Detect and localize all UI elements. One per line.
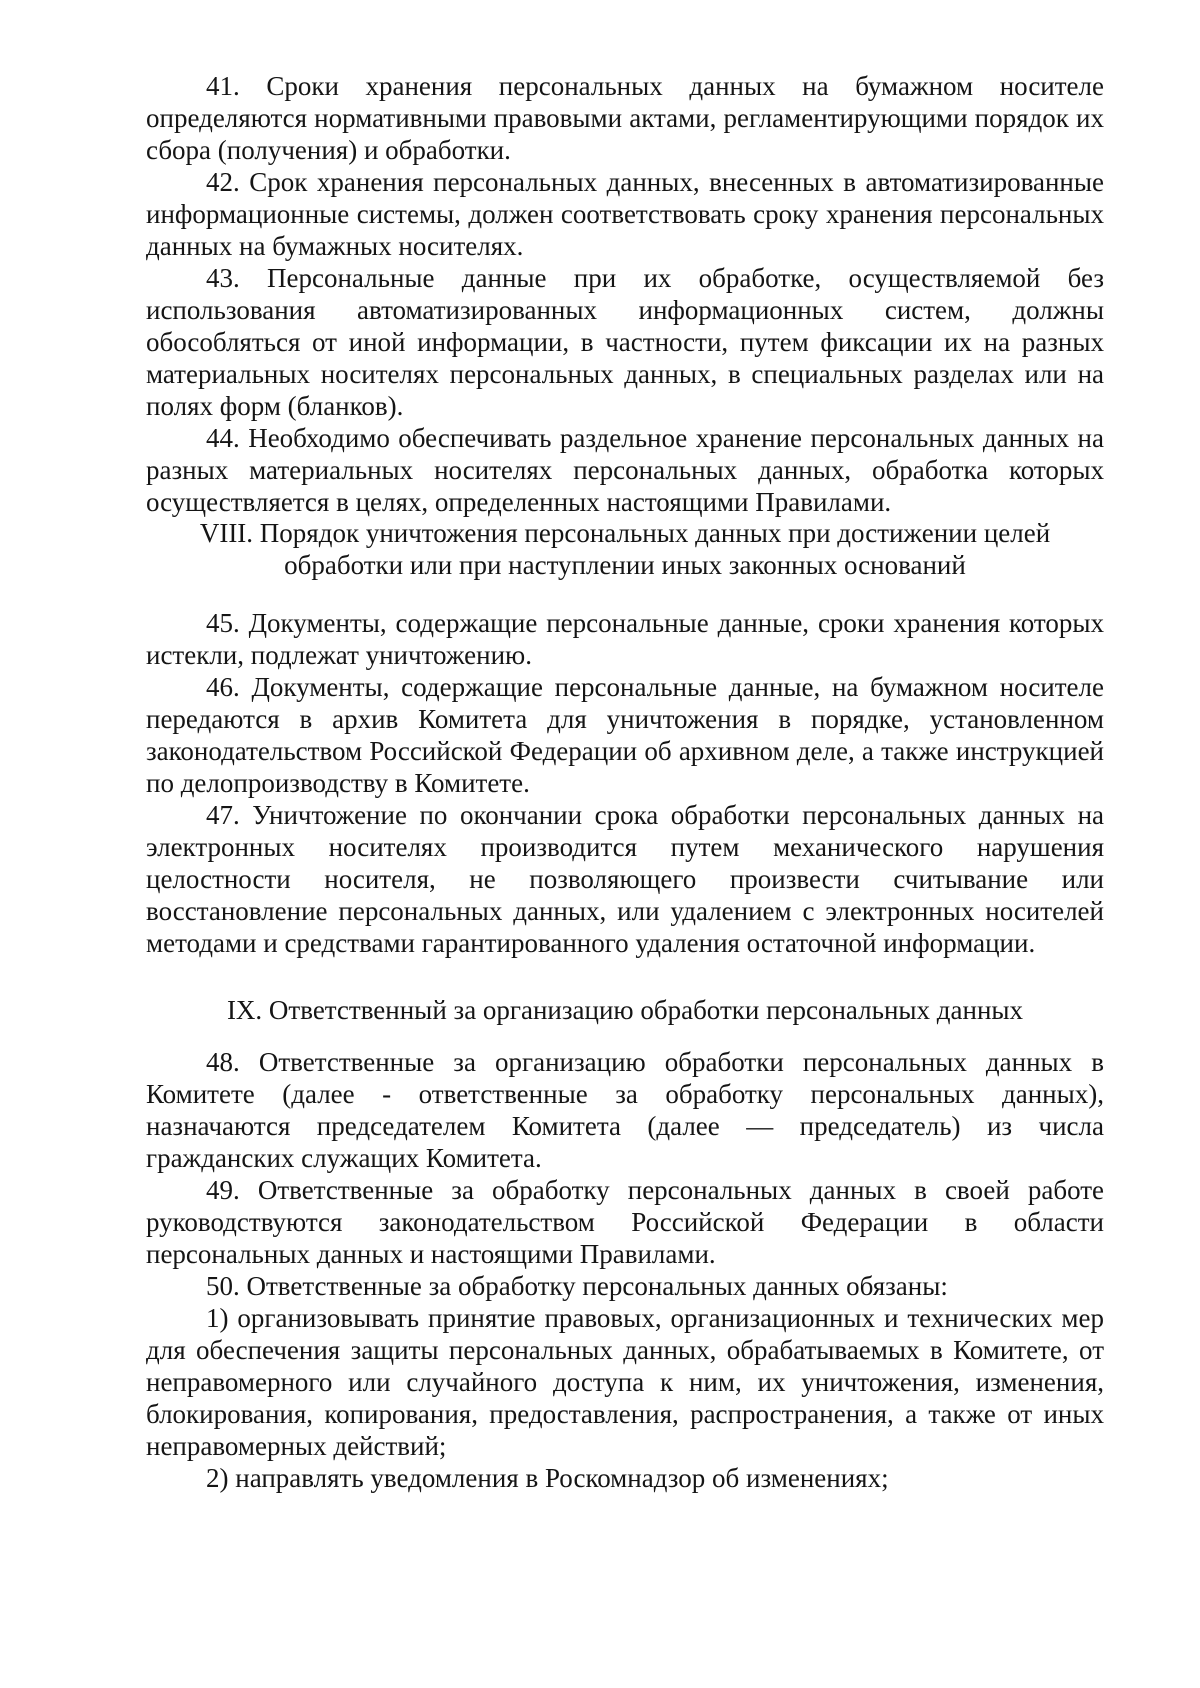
paragraphs-destruction	[146, 607, 1104, 959]
paragraph-48: 48. Ответственные за организацию обработки персональных данных в Комитете (далее - ответственные за обработку персональных данных), назначаются председателем Комитета (далее — председатель) из числа гражданских служащих Комитета.	[146, 1047, 1104, 1173]
section-8-heading-line-2: обработки или при наступлении иных законных оснований	[284, 550, 966, 580]
section-8-heading-line-1: VIII. Порядок уничтожения персональных данных при достижении целей	[199, 518, 1051, 548]
paragraph-45: 45. Документы, содержащие персональные данные, сроки хранения которых истекли, подлежат уничтожению.	[146, 608, 1104, 670]
section-9-heading	[146, 994, 1104, 1026]
paragraph-49: 49. Ответственные за обработку персональных данных в своей работе руководствуются законодательством Российской Федерации в области персональных данных и настоящими Правилами.	[146, 1175, 1104, 1269]
section-9-heading-line: IX. Ответственный за организацию обработки персональных данных	[226, 995, 1024, 1025]
paragraph-47: 47. Уничтожение по окончании срока обработки персональных данных на электронных носителях производится путем механического нарушения целостности носителя, не позволяющего произвести считывание или восстановление персональных данных, или удалением с электронных носителей методами и средствами гарантированного удаления остаточной информации.	[146, 800, 1104, 958]
section-8-heading	[146, 517, 1104, 581]
paragraph-46: 46. Документы, содержащие персональные данные, на бумажном носителе передаются в архив Комитета для уничтожения в порядке, установленном законодательством Российской Федерации об архивном деле, а также инструкцией по делопроизводству в Комитете.	[146, 672, 1104, 798]
paragraph-43: 43. Персональные данные при их обработке, осуществляемой без использования автоматизированных информационных систем, должны обособляться от иной информации, в частности, путем фиксации их на разных материальных носителях персональных данных, в специальных разделах или на полях форм (бланков).	[146, 263, 1104, 421]
paragraph-50: 50. Ответственные за обработку персональных данных обязаны:	[206, 1271, 948, 1301]
paragraph-50-item-1: 1) организовывать принятие правовых, организационных и технических мер для обеспечения защиты персональных данных, обрабатываемых в Комитете, от неправомерного или случайного доступа к ним, их уничтожения, изменения, блокирования, копирования, предоставления, распространения, а также от иных неправомерных действий;	[146, 1303, 1104, 1461]
paragraph-50-item-2: 2) направлять уведомления в Роскомнадзор об изменениях;	[206, 1463, 889, 1493]
paragraphs-storage-terms	[146, 70, 1104, 518]
paragraphs-responsible	[146, 1046, 1104, 1494]
paragraph-44: 44. Необходимо обеспечивать раздельное хранение персональных данных на разных материальных носителях персональных данных, обработка которых осуществляется в целях, определенных настоящими Правилами.	[146, 423, 1104, 517]
paragraph-42: 42. Срок хранения персональных данных, внесенных в автоматизированные информационные системы, должен соответствовать сроку хранения персональных данных на бумажных носителях.	[146, 167, 1104, 261]
paragraph-41: 41. Сроки хранения персональных данных на бумажном носителе определяются нормативными правовыми актами, регламентирующими порядок их сбора (получения) и обработки.	[146, 71, 1104, 165]
